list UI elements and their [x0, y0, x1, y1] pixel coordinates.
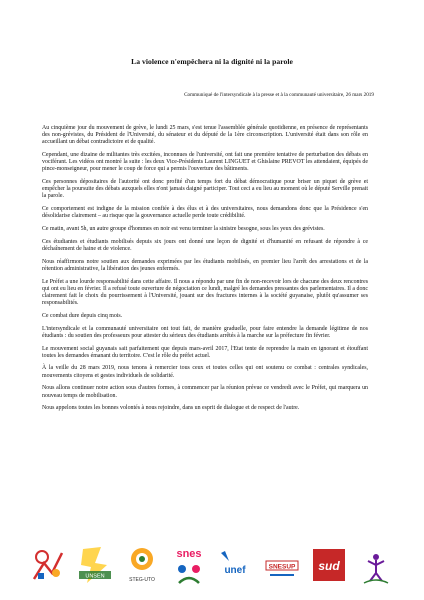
paragraph: Nous appelons toutes les bonnes volontés à nous rejoindre, dans un esprit de dialogue et de respect de l'autre.	[42, 405, 300, 412]
steg-uto-logo	[124, 543, 160, 587]
paragraph: Au cinquième jour du mouvement de grève, le lundi 25 mars, s'est tenue l'assemblée générale quotidienne, en présence de représentants des non-grévistes, du Président de l'Université, du sénateur et du député de la 1ère circonscription. L'université était dans son rôle en accueillant un débat contradictoire et de qualité.	[42, 125, 368, 146]
paragraph: Ces étudiantes et étudiants mobilisés depuis six jours ont donné une leçon de dignité et d'humanité en refusant de répondre à ce déchaînement de haine et de violence.	[42, 238, 368, 252]
svg-text:unef: unef	[224, 565, 246, 576]
paragraph: Le mouvement social guyanais sait parfaitement que depuis mars-avril 2017, l'Etat tente de reprendre la main en ignorant et étouffant toutes les demandes émanant du territoire. C'est le rôle du préfet actuel.	[42, 345, 368, 359]
document-title: La violence n'empêchera ni la dignité ni la parole	[131, 57, 293, 66]
paragraph: Ces personnes dépositaires de l'autorité ont donc profité d'un temps fort du débat démocratique pour briser un piquet de grève et empêcher la poursuite des débats auxquels elles n'ont jamais daigné participer. Tout ceci a eu lieu au moment où le député Serville prenait la parole.	[42, 179, 368, 200]
union-logos-row	[30, 542, 394, 588]
paragraph: L'intersyndicale et la communauté universitaire ont tout fait, de manière graduelle, pour faire entendre la demande légitime de nos étudiants : du soutien des professeurs pour attester du sérieux des étudiants arrêtés à la marche sur la préfecture fin février.	[42, 325, 368, 339]
paragraph: Le Préfet a une lourde responsabilité dans cette affaire. Il nous a répondu par une fin de non-recevoir lors de chacune des deux rencontres qui ont eu lieu en février. Il a refusé toute ouverture de négociation ce lundi, malgré les demandes pressantes des parlementaires. Il a donc clairement fait le choix du pourrissement à l'Université, jouant sur des fractures internes à la société guyanaise, plutôt qu'assumer ses responsabilités.	[42, 278, 368, 307]
svg-text:snes: snes	[175, 548, 202, 560]
svg-text:STEG-UTO: STEG-UTO	[128, 577, 155, 583]
document-subtitle: Communiqué de l'intersyndicale à la presse et à la communauté universitaire, 26 mars 2019	[184, 92, 374, 98]
unef-logo	[217, 543, 253, 587]
paragraph: Ce matin, avant 5h, un autre groupe d'hommes en noir est venu terminer la sinistre besogne, sous les yeux des grévistes.	[42, 226, 325, 233]
paragraph: Cependant, une dizaine de militantes très excitées, inconnues de l'université, ont fait une première tentative de perturbation des débats en vociférant. Les vidéos ont montré la suite : les deux Vice-Présidents Laurent LINGUET et Ghislaine PREVOT les attendaient, équipés de pince-monseigneur, pour mener le coup de force qui a permis l'ouverture des bâtiments.	[42, 152, 368, 173]
svg-text:sud: sud	[318, 559, 340, 573]
paragraph: Ce combat dure depuis cinq mois.	[42, 312, 123, 319]
snesup-fsu-logo	[264, 543, 300, 587]
svg-text:SNESUP: SNESUP	[268, 563, 296, 571]
solidaires-logo	[358, 543, 394, 587]
document-body	[42, 125, 368, 418]
paragraph: À la veille du 28 mars 2019, nous tenons à remercier tous ceux et toutes celles qui ont soutenu ce combat : centrales syndicales, mouvements citoyens et gestes individuels de solidarité.	[42, 365, 368, 379]
fo-unsen-logo	[77, 543, 113, 587]
snes-fsu-logo	[171, 543, 207, 587]
ferc-cgt-logo	[30, 543, 66, 587]
paragraph: Ce comportement est indigne de la mission confiée à des élus et à des universitaires, nous demandons donc que la Présidence s'en désolidarise clairement – au risque que la gouvernance actuelle perde toute crédibilité.	[42, 206, 368, 220]
svg-text:UNSEN: UNSEN	[85, 573, 105, 580]
paragraph: Nous allons continuer notre action sous d'autres formes, à commencer par la réunion prévue ce vendredi avec le Préfet, qui marquera un nouveau temps de mobilisation.	[42, 385, 368, 399]
sud-logo	[311, 543, 347, 587]
paragraph: Nous réaffirmons notre soutien aux demandes exprimées par les étudiants mobilisés, en premier lieu l'arrêt des arrestations et de la rétention administrative, la libération des jeunes enfermés.	[42, 258, 368, 272]
